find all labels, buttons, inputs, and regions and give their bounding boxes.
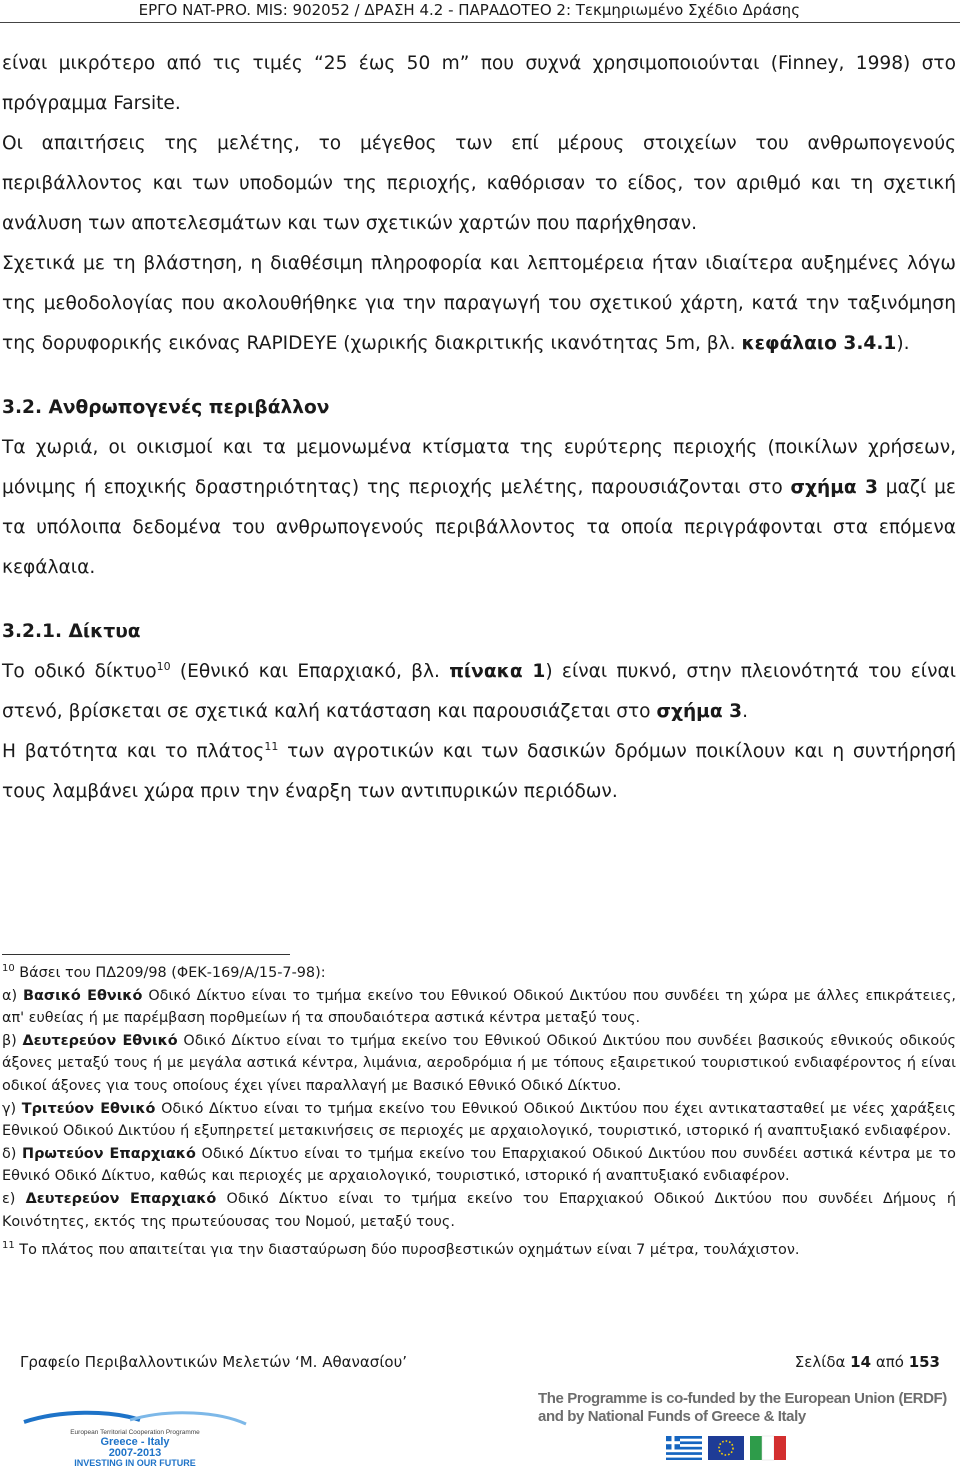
road-text-end: .	[742, 701, 748, 722]
footer-office: Γραφείο Περιβαλλοντικών Μελετών ‘Μ. Αθανασίου’	[20, 1353, 408, 1371]
table-ref: πίνακα 1	[449, 661, 546, 682]
paragraph-requirements: Οι απαιτήσεις της μελέτης, το μέγεθος των επί μέρους στοιχείων του ανθρωπογενούς περιβάλλοντος και των υποδομών της περιοχής, καθόρισαν το είδος, τον αριθμό και τη σχετική ανάλυση των αποτελεσμάτων και των σχετικών χαρτών που παρήχθησαν.	[2, 133, 956, 234]
footnote-10-number: 10	[2, 963, 15, 975]
paragraph-vegetation-text: Σχετικά με τη βλάστηση, η διαθέσιμη πληροφορία και λεπτομέρεια ήταν ιδιαίτερα αυξημένες λόγω της μεθοδολογίας που ακολουθήθηκε για την παραγωγή του σχετικού χάρτη, κατά την ταξινόμηση της δορυφορικής εικόνας RAPIDEYE (χωρικής διακριτικής ικανότητας 5m, βλ.	[2, 253, 956, 354]
road-text-c: ) είναι πυκνό, στην πλειονότητά του είναι στενό, βρίσκεται σε σχετικά καλή κατάσταση και παρουσιάζεται στο	[2, 661, 956, 722]
italy-flag-icon	[750, 1436, 786, 1460]
paragraph-villages-end: μαζί με τα υπόλοιπα δεδομένα του ανθρωπογενούς περιβάλλοντος τα οποία περιγράφονται στα επόμενα κεφάλαια.	[2, 477, 956, 578]
footnote-ref-10[interactable]: 10	[156, 659, 171, 673]
footnote-item-d: δ) Πρωτεύον Επαρχιακό Οδικό Δίκτυο είναι το τμήμα εκείνο του Επαρχιακού Οδικού Δικτύου που συνδέει αστικά κέντρα με το Εθνικό Οδικό Δίκτυο, καθώς και περιοχές με αρχαιολογικό, τουριστικό, ιστορικό ή αναπτυξιακό ενδιαφέρον.	[2, 1145, 956, 1185]
paragraph-vegetation	[2, 244, 956, 364]
paragraph-width	[2, 732, 956, 812]
footnote-item-e: ε) Δευτερεύον Επαρχιακό Οδικό Δίκτυο είναι το τμήμα εκείνο του Επαρχιακού Οδικού Δικτύου που συνδέει Δήμους ή Κοινότητες, εκτός της πρωτεύουσας του Νομού, μεταξύ τους.	[2, 1190, 957, 1230]
paragraph-farsite: είναι μικρότερο από τις τιμές “25 έως 50 m” που συχνά χρησιμοποιούνται (Finney, 1998) στο πρόγραμμα Farsite.	[2, 53, 956, 114]
figure-ref: σχήμα 3	[790, 477, 878, 498]
width-text-a: Η βατότητα και το πλάτος	[2, 741, 265, 762]
footnotes	[2, 962, 956, 1262]
figure-ref-2: σχήμα 3	[656, 701, 743, 722]
footnote-10-title: $^{10}$ Βάσει του ΠΔ209/98 (ΦΕΚ-169/Α/15-7-98):	[2, 963, 326, 981]
page-number: Σελίδα 14 από 153	[794, 1353, 940, 1371]
flags	[560, 1432, 960, 1464]
footnote-separator	[2, 954, 290, 955]
programme-years: 2007-2013	[108, 1447, 162, 1459]
paragraph-vegetation-end: ).	[896, 333, 910, 354]
footnote-item-b: β) Δευτερεύον Εθνικό Οδικό Δίκτυο είναι το τμήμα εκείνο του Εθνικού Οδικού Δικτύου που συνδέει βασικούς εθνικούς οδικούς άξονες μεταξύ τους ή με μεγάλα αστικά κέντρα, λιμάνια, αεροδρόμια ή με τόπους εξαιρετικού τουριστικού ενδιαφέροντος ή είναι οδικοί άξονες για τους οποίους έχει γίνει παραλλαγή με Βασικό Εθνικό Οδικό Δίκτυο.	[2, 1032, 956, 1094]
road-text-a: Το οδικό δίκτυο	[2, 661, 157, 682]
programme-slogan: INVESTING IN OUR FUTURE	[74, 1458, 196, 1468]
section-heading-anthropogenic: 3.2. Ανθρωπογενές περιβάλλον	[2, 397, 330, 418]
chapter-ref: κεφάλαιο 3.4.1	[741, 333, 897, 354]
main-body	[2, 44, 956, 812]
cofund-text	[538, 1390, 958, 1430]
footnote-ref-11[interactable]: 11	[264, 739, 279, 753]
paragraph-road-network	[2, 652, 956, 732]
header-text: ΕΡΓΟ NAT-PRO. MIS: 902052 / ΔΡΑΣΗ 4.2 - ΠΑΡΑΔΟΤΕΟ 2: Τεκμηριωμένο Σχέδιο Δράσης	[138, 1, 800, 19]
programme-name: Greece - Italy	[100, 1436, 170, 1448]
footnote-item-a: α) Βασικό Εθνικό Οδικό Δίκτυο είναι το τμήμα εκείνο του Εθνικού Οδικού Δικτύου που συνδέει τη χώρα με άλλες επικράτειες, απ' ευθείας ή με παρέμβαση πορθμείων ή τα σπουδαιότερα αστικά κέντρα μεταξύ τους.	[2, 987, 956, 1027]
funding-logos	[0, 1390, 960, 1468]
road-text-b: (Εθνικό και Επαρχιακό, βλ.	[170, 661, 450, 682]
cofund-line-2: and by National Funds of Greece & Italy	[538, 1408, 806, 1425]
programme-line: European Territorial Cooperation Programme	[70, 1429, 200, 1436]
footnote-item-c: γ) Τριτεύον Εθνικό Οδικό Δίκτυο είναι το τμήμα εκείνο του Εθνικού Οδικού Δικτύου που έχει αντικατασταθεί με νέες χαράξεις Εθνικού Οδικού Δικτύου ή εξυπηρετεί μετακινήσεις σε περιοχές με αρχαιολογικό, τουριστικό, ιστορικό ή αναπτυξιακό ενδιαφέρον.	[2, 1100, 956, 1140]
footnote-11: $^{11}$ Το πλάτος που απαιτείται για την διασταύρωση δύο πυροσβεστικών οχημάτων είναι 7 μέτρα, τουλάχιστον.	[2, 1240, 800, 1259]
section-heading-networks: 3.2.1. Δίκτυα	[2, 621, 141, 642]
width-text-b: των αγροτικών και των δασικών δρόμων ποικίλουν και η συντήρησή τους λαμβάνει χώρα πριν την έναρξη των αντιπυρικών περιόδων.	[2, 741, 956, 802]
page-header	[0, 0, 960, 23]
greece-flag-icon	[666, 1436, 702, 1460]
greece-italy-programme-logo	[20, 1410, 250, 1468]
swirl-icon	[24, 1413, 246, 1424]
eu-flag-icon	[708, 1436, 744, 1460]
paragraph-villages-text: Τα χωριά, οι οικισμοί και τα μεμονωμένα κτίσματα της ευρύτερης περιοχής (ποικίλων χρήσεων, μόνιμης ή εποχικής δραστηριότητας) της περιοχής μελέτης, παρουσιάζονται στο	[2, 437, 956, 498]
footnote-11-number: 11	[2, 1240, 15, 1252]
paragraph-villages	[2, 428, 956, 588]
cofund-line-1: The Programme is co-funded by the European Union (ERDF)	[538, 1390, 947, 1407]
